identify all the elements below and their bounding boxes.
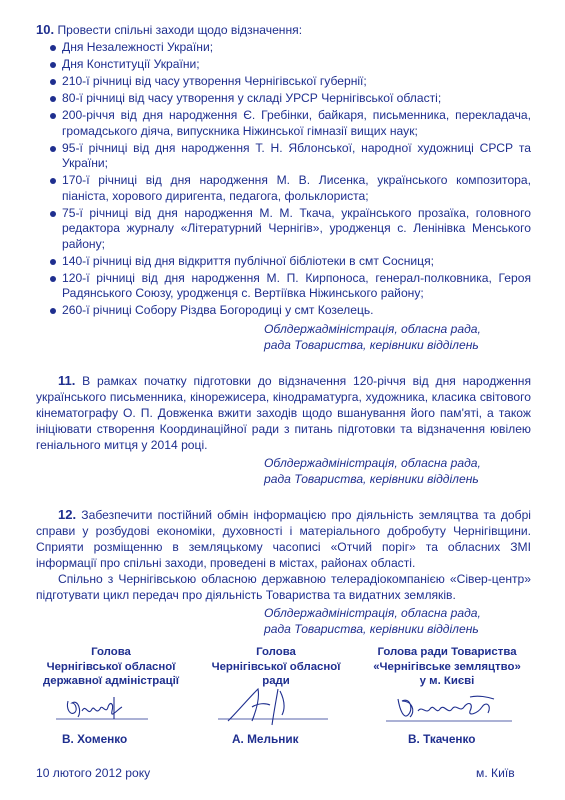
document-date: 10 лютого 2012 року	[36, 766, 151, 780]
signatory-tkachenko: Голова ради Товариства «Чернігівське земляцтво» у м. Києві В. Ткаченко	[373, 646, 521, 746]
list-item: 170-ї річниці від дня народження М. В. Лисенка, українського композитора, піаніста, хорового диригента, педагога, фольклориста;	[50, 173, 531, 204]
list-item: 200-річчя від дня народження Є. Гребінки, байкаря, письменника, перекладача, громадського діяча, випускника Ніжинської гімназії вищих наук;	[50, 108, 531, 139]
handwritten-signature-icon	[378, 689, 518, 729]
document-place: м. Київ	[476, 766, 515, 780]
section-10-list	[36, 40, 531, 319]
section-11-paragraph	[36, 373, 531, 453]
signatory-homenko: Голова Чернігівської обласної державної адміністрації В. Хоменко	[43, 646, 179, 746]
bullet-icon	[50, 113, 56, 119]
section-12-text: Забезпечити постійний обмін інформацією про діяльність земляцтва та добрі справи у розбудові економіки, духовності і матеріального добробуту Чернігівщини. Сприяти розміщенню в земляцькому часописі «Отчий поріг» та обласних ЗМІ інформації про спільні заходи, проведені в містах, районах області.	[36, 508, 531, 570]
section-12-paragraph	[36, 507, 531, 571]
section-12-paragraph-2: Спільно з Чернігівською обласною державною телерадіокомпанією «Сівер-центр» підготувати цикл передач про діяльність Товариства та видатних земляків.	[36, 572, 531, 602]
section-10-number: 10.	[36, 22, 55, 37]
list-item: 95-ї річниці від дня народження Т. Н. Яблонської, народної художниці СРСР та України;	[50, 141, 531, 172]
section-10-responsible: Облдержадміністрація, обласна рада, рада Товариства, керівники відділень	[264, 322, 481, 352]
list-item: Дня Конституції України;	[50, 57, 531, 73]
list-item: 210-ї річниці від часу утворення Чернігівської губернії;	[50, 74, 531, 90]
bullet-icon	[50, 62, 56, 68]
signatory-melnyk: Голова Чернігівської обласної ради А. Мельник	[196, 645, 356, 689]
handwritten-signature-icon	[48, 689, 158, 729]
handwritten-signature-icon	[208, 681, 338, 729]
bullet-icon	[50, 79, 56, 85]
list-item: Дня Незалежності України;	[50, 40, 531, 56]
bullet-icon	[50, 276, 56, 282]
list-item: 140-ї річниці від дня відкриття публічної бібліотеки в смт Сосниця;	[50, 254, 531, 270]
signature-block	[0, 645, 565, 750]
section-11-number: 11.	[58, 373, 76, 388]
bullet-icon	[50, 259, 56, 265]
section-11-responsible: Облдержадміністрація, обласна рада, рада Товариства, керівники відділень	[264, 456, 481, 486]
bullet-icon	[50, 45, 56, 51]
section-10-intro	[36, 22, 531, 38]
list-item: 75-ї річниці від дня народження М. М. Ткача, українського прозаїка, головного редактора журналу «Літературний Чернігів», уродженця с. Ленінівка Менського району;	[50, 206, 531, 253]
bullet-icon	[50, 308, 56, 314]
bullet-icon	[50, 96, 56, 102]
section-11-text: В рамках початку підготовки до відзначення 120-річчя від дня народження українського письменника, кінорежисера, кінодраматурга, художника, класика світового кінематографу О. П. Довженка вжити заходів щодо вшанування його пам'яті, а також ініціювати створення Координаційної ради з питань підготовки та відзначення ювілею геніального митця у 2014 році.	[36, 374, 531, 452]
list-item: 260-ї річниці Собору Різдва Богородиці у смт Козелець.	[50, 303, 531, 319]
section-10-intro-text: Провести спільні заходи щодо відзначення:	[57, 23, 303, 37]
bullet-icon	[50, 146, 56, 152]
list-item: 120-ї річниці від дня народження М. П. Кирпоноса, генерал-полковника, Героя Радянського Союзу, уродженця с. Вертіївка Ніжинського району;	[50, 271, 531, 302]
section-12-responsible: Облдержадміністрація, обласна рада, рада Товариства, керівники відділень	[264, 606, 481, 636]
bullet-icon	[50, 211, 56, 217]
list-item: 80-ї річниці від часу утворення у складі УРСР Чернігівської області;	[50, 91, 531, 107]
section-12-number: 12.	[58, 507, 77, 522]
bullet-icon	[50, 178, 56, 184]
